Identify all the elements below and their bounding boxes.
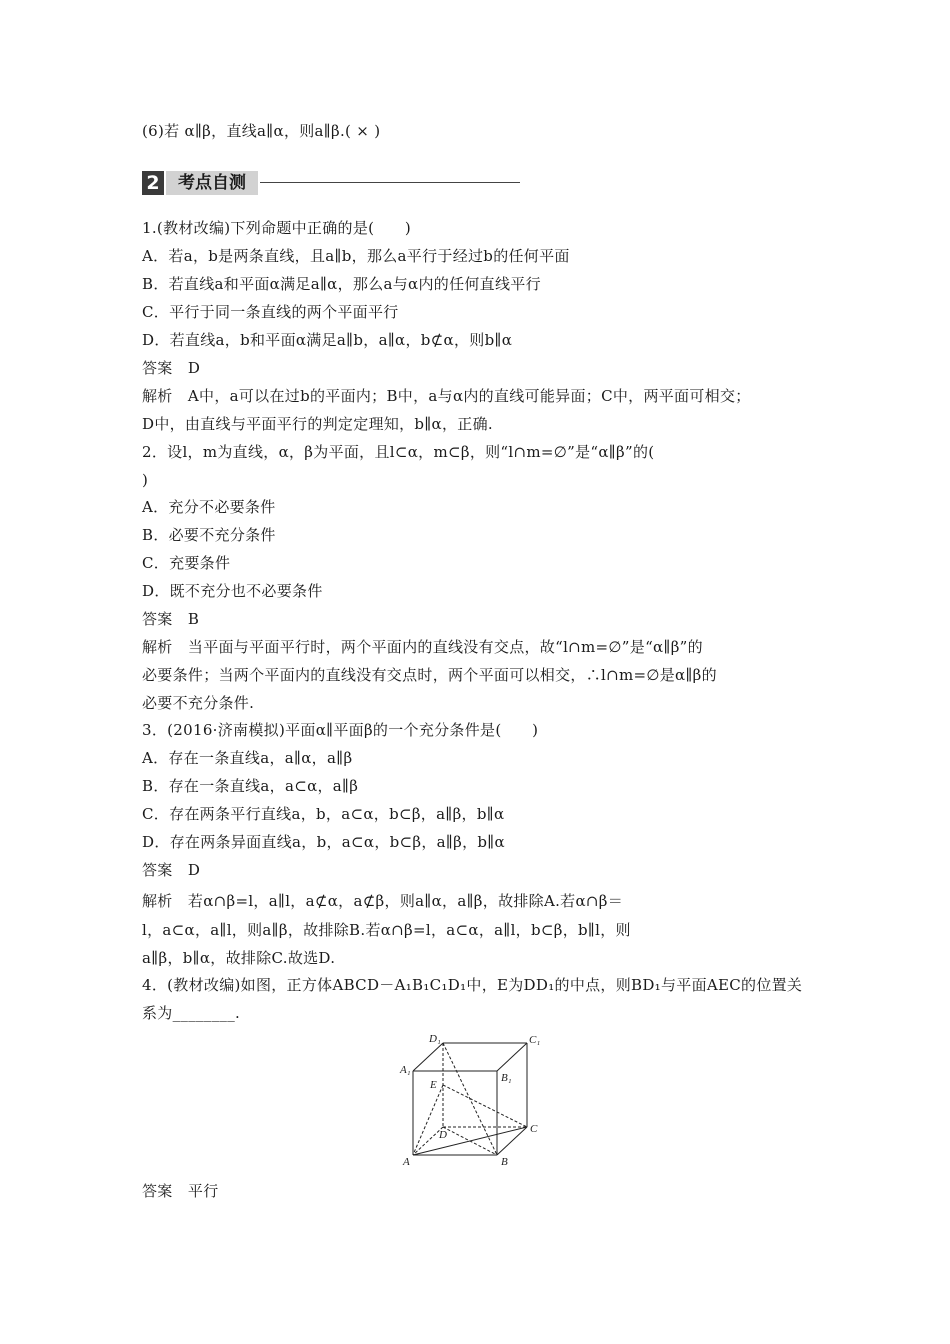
line-14: D．既不充分也不必要条件 [142, 582, 323, 600]
line-10: ) [142, 471, 149, 489]
label-C1: C₁ [529, 1034, 541, 1046]
line-26: l，a⊂α，a∥l，则a∥β，故排除B.若α∩β=l，a⊂α，a∥l，b⊂β，b∥l，则 [142, 921, 631, 939]
line-12: B．必要不充分条件 [142, 526, 276, 544]
line-5: D．若直线a，b和平面α满足a∥b，a∥α，b⊄α，则b∥α [142, 331, 513, 349]
line-23: D．存在两条异面直线a，b，a⊂α，b⊂β，a∥β，b∥α [142, 833, 505, 851]
line-4: C．平行于同一条直线的两个平面平行 [142, 303, 399, 321]
cube-figure [395, 1030, 545, 1170]
edge-A1D1 [413, 1043, 443, 1071]
section-rule [260, 182, 520, 183]
label-A1: A₁ [400, 1064, 411, 1076]
line-28: 4．(教材改编)如图，正方体ABCD－A₁B₁C₁D₁中，E为DD₁的中点，则BD₁与平面AEC的位置关 [142, 976, 803, 994]
segment-AE [413, 1085, 443, 1155]
edge-CB [497, 1127, 527, 1155]
line-19: 3．(2016·济南模拟)平面α∥平面β的一个充分条件是( ) [142, 721, 539, 739]
segment-EC [443, 1085, 527, 1127]
label-B1: B₁ [501, 1072, 512, 1084]
line-13: C．充要条件 [142, 554, 231, 572]
line-11: A．充分不必要条件 [142, 498, 276, 516]
line-0: (6)若 α∥β，直线a∥α，则a∥β.( × ) [142, 122, 381, 140]
line-15: 答案 B [142, 610, 200, 628]
line-16: 解析 当平面与平面平行时，两个平面内的直线没有交点，故“l∩m=∅”是“α∥β”的 [142, 638, 703, 656]
edge-C1B1 [497, 1043, 527, 1071]
line-29: 系为________. [142, 1004, 241, 1022]
line-20: A．存在一条直线a，a∥α，a∥β [142, 749, 353, 767]
label-D1: D₁ [429, 1033, 441, 1045]
section-header [142, 170, 522, 196]
line-21: B．存在一条直线a，a⊂α，a∥β [142, 777, 359, 795]
line-22: C．存在两条平行直线a，b，a⊂α，b⊂β，a∥β，b∥α [142, 805, 505, 823]
line-1: 1.(教材改编)下列命题中正确的是( ) [142, 219, 412, 237]
line-27: a∥β，b∥α，故排除C.故选D. [142, 949, 336, 967]
line-3: B．若直线a和平面α满足a∥α，那么a与α内的任何直线平行 [142, 275, 541, 293]
label-D: D [439, 1129, 447, 1141]
cube-diagram [395, 1030, 545, 1170]
segment-DB [443, 1127, 497, 1155]
line-17: 必要条件；当两个平面内的直线没有交点时，两个平面可以相交，∴l∩m=∅是α∥β的 [142, 666, 717, 684]
line-7: 解析 A中，a可以在过b的平面内；B中，a与α内的直线可能异面；C中，两平面可相交； [142, 387, 751, 405]
label-B: B [501, 1156, 508, 1168]
line-9: 2．设l，m为直线，α，β为平面，且l⊂α，m⊂β，则“l∩m=∅”是“α∥β”的( [142, 443, 655, 461]
line-24: 答案 D [142, 861, 201, 879]
label-E: E [430, 1079, 437, 1091]
label-A: A [403, 1156, 410, 1168]
line-2: A．若a，b是两条直线，且a∥b，那么a平行于经过b的任何平面 [142, 247, 570, 265]
label-C: C [530, 1123, 538, 1135]
line-18: 必要不充分条件. [142, 694, 255, 712]
line-6: 答案 D [142, 359, 201, 377]
line-25: 解析 若α∩β=l，a∥l，a⊄α，a⊄β，则a∥α，a∥β，故排除A.若α∩β＝ [142, 892, 624, 910]
section-title: 考点自测 [178, 173, 246, 193]
section-number-badge: 2 [142, 171, 164, 195]
line-30: 答案 平行 [142, 1182, 219, 1200]
line-8: D中，由直线与平面平行的判定定理知，b∥α，正确. [142, 415, 493, 433]
